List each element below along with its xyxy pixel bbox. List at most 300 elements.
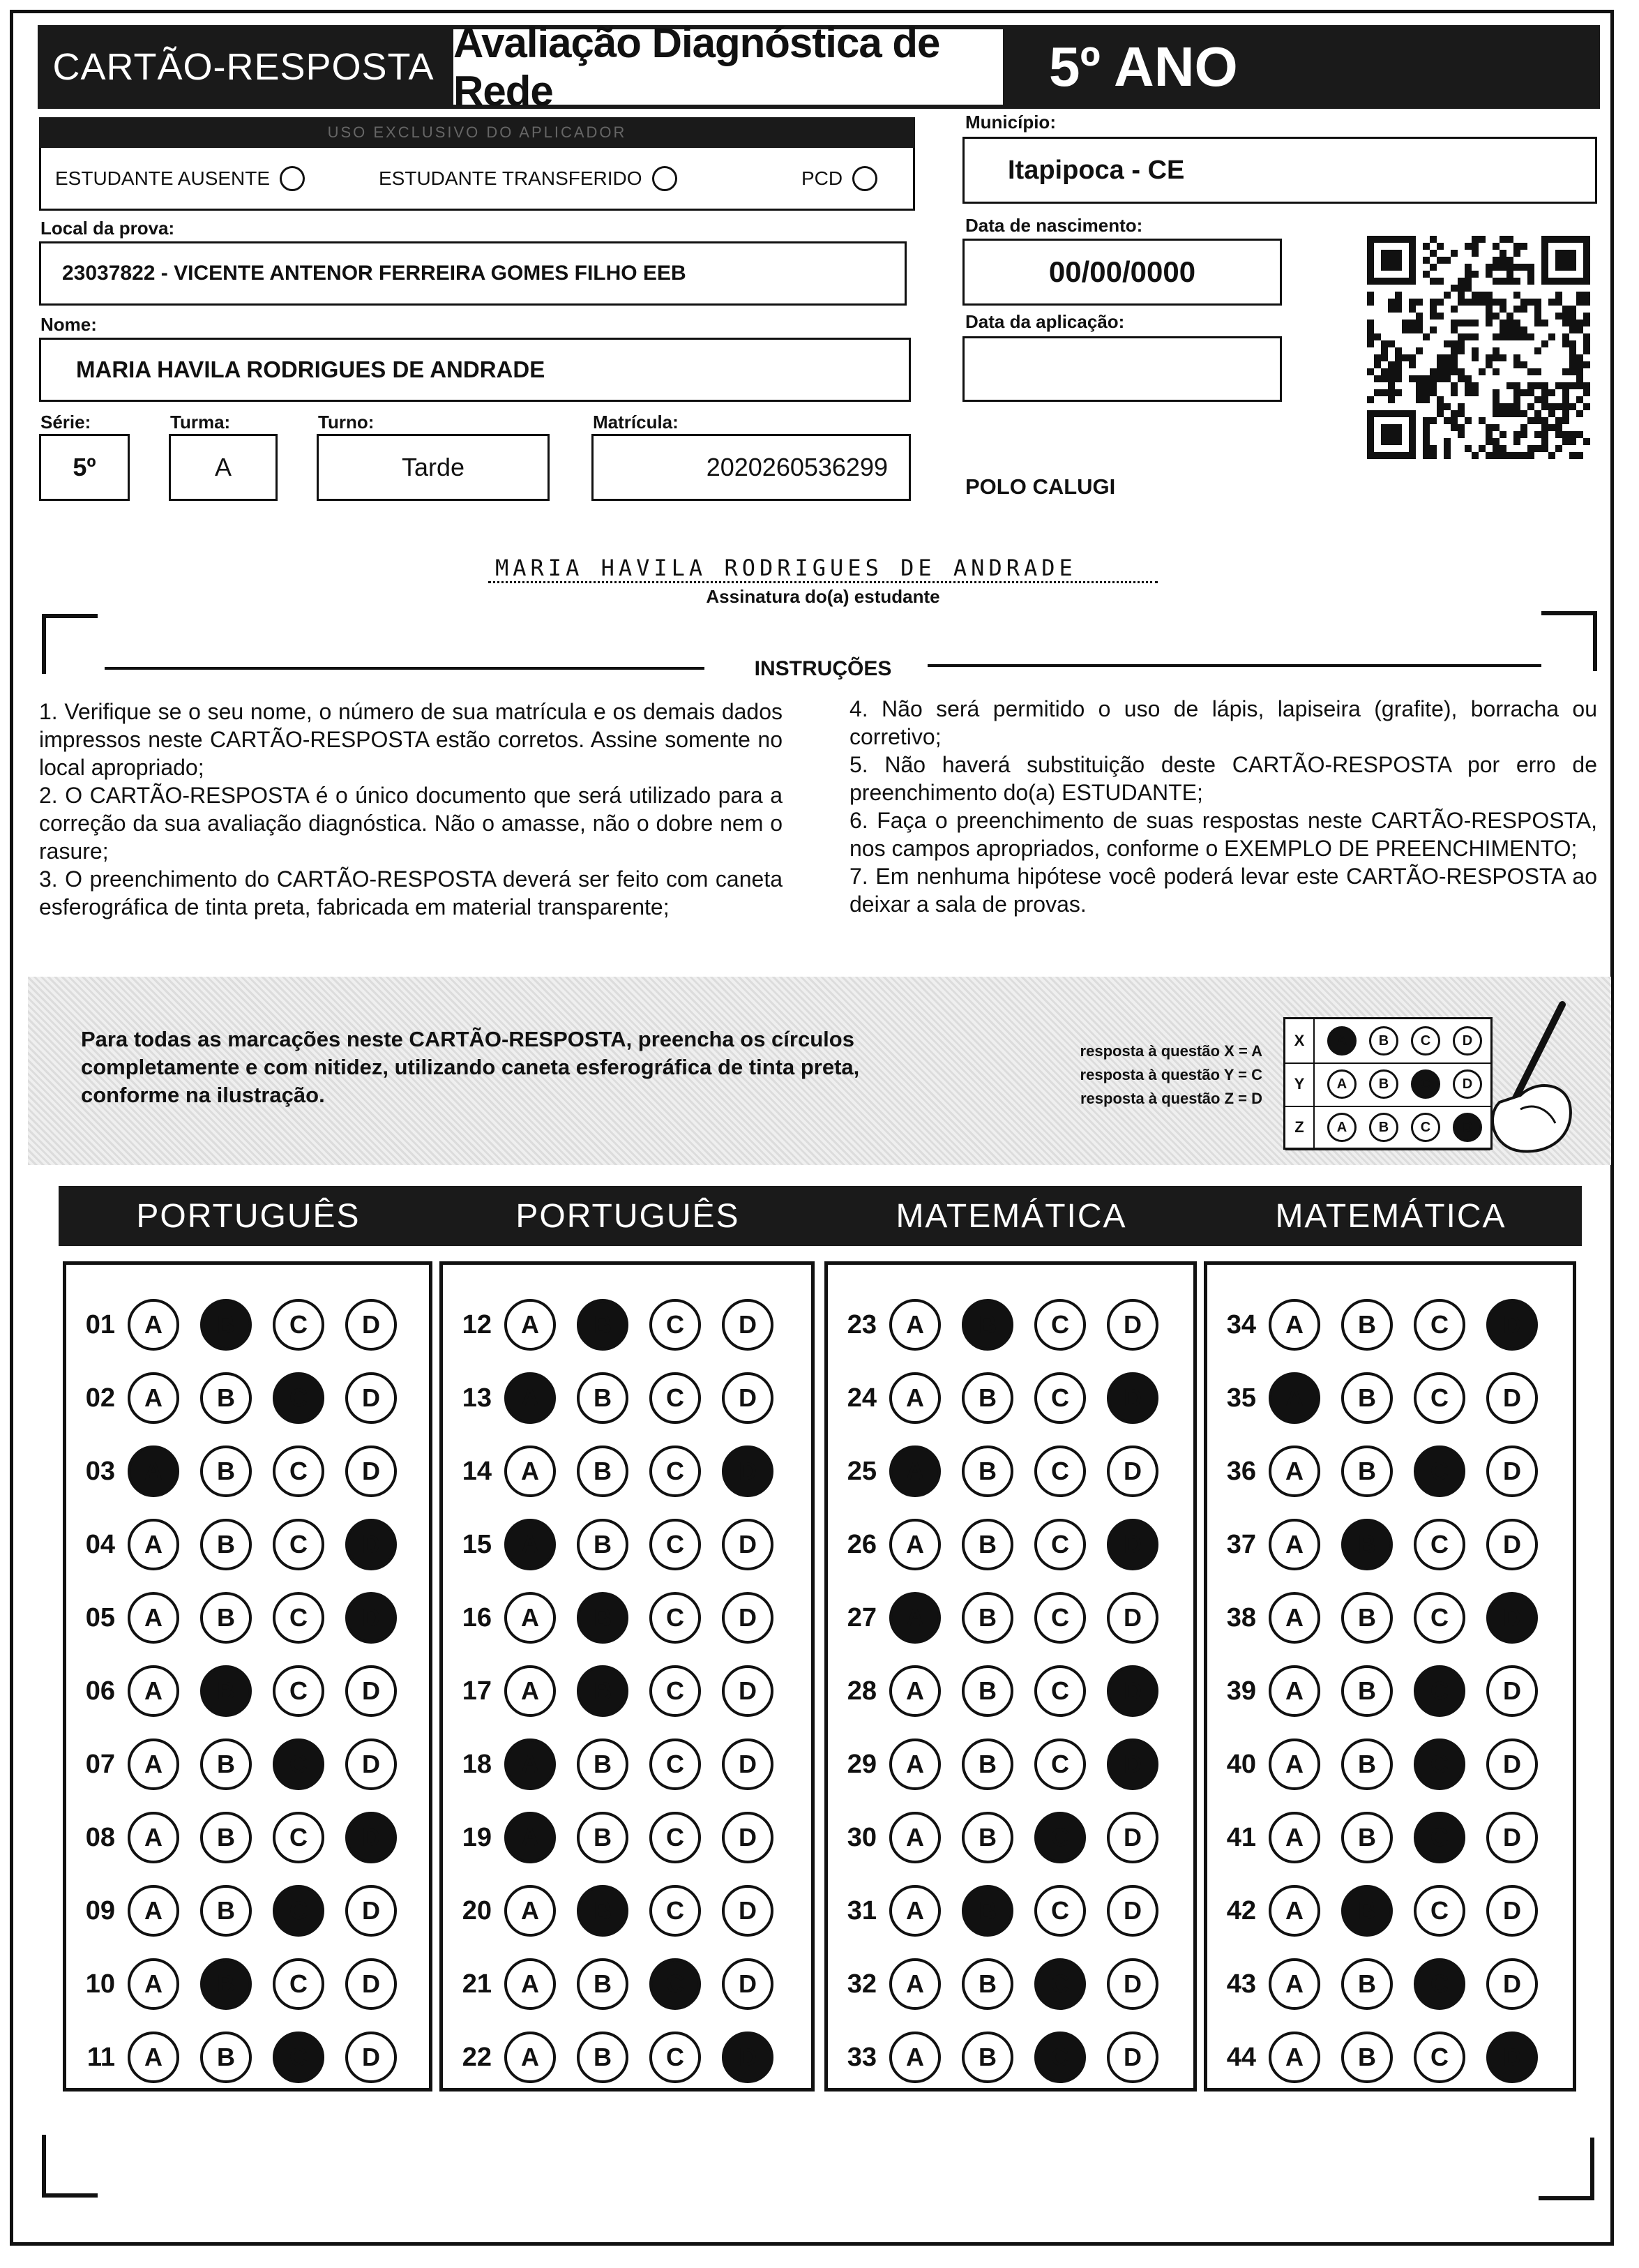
answer-bubble-c[interactable]: C: [273, 1665, 324, 1717]
answer-bubble-b[interactable]: B: [962, 1812, 1013, 1863]
instructions-rule-right: [928, 664, 1541, 667]
answer-bubble-d[interactable]: D: [1486, 1445, 1538, 1497]
answer-bubble-a[interactable]: A: [889, 1812, 941, 1863]
pcd-label: PCD: [801, 167, 843, 189]
answer-bubble-d[interactable]: D: [1107, 1738, 1158, 1790]
question-number: 10: [85, 1969, 115, 1999]
answer-bubble-b[interactable]: B: [1341, 1372, 1393, 1424]
answer-bubble-a[interactable]: A: [889, 1738, 941, 1790]
question-number: 17: [462, 1676, 492, 1706]
answer-bubble-b[interactable]: B: [962, 1519, 1013, 1570]
question-row: [66, 1879, 429, 1943]
answer-bubble-b[interactable]: B: [1341, 1812, 1393, 1863]
answer-bubble-b[interactable]: B: [577, 1885, 628, 1937]
question-number: 14: [462, 1456, 492, 1486]
answer-section: [439, 1261, 815, 2091]
answer-bubble-d[interactable]: D: [345, 1885, 397, 1937]
question-row: [443, 1586, 811, 1650]
matricula-field: 2020260536299: [591, 434, 911, 501]
answer-bubble-c[interactable]: C: [649, 1958, 701, 2010]
example-bubble-c: C: [1411, 1069, 1440, 1099]
question-number: 01: [85, 1309, 115, 1339]
answer-bubble-b[interactable]: B: [577, 1445, 628, 1497]
instruction-item: 5. Não haverá substituição deste CARTÃO-RESPOSTA por erro de preenchimento do(a) ESTUDANTE;: [849, 752, 1597, 805]
answer-bubble-c[interactable]: C: [273, 1592, 324, 1644]
answer-bubble-b[interactable]: B: [1341, 1445, 1393, 1497]
answer-bubble-b[interactable]: B: [577, 1958, 628, 2010]
answer-bubble-a[interactable]: A: [1269, 1445, 1320, 1497]
question-number: 29: [847, 1749, 877, 1779]
answer-bubble-d[interactable]: D: [1107, 1812, 1158, 1863]
answer-bubble-b[interactable]: B: [200, 1519, 252, 1570]
answer-bubble-b[interactable]: B: [577, 2032, 628, 2083]
question-row: [66, 1952, 429, 2016]
answer-bubble-d[interactable]: D: [1107, 1519, 1158, 1570]
answer-bubble-d[interactable]: D: [345, 1372, 397, 1424]
example-bubble-c: C: [1411, 1113, 1440, 1142]
answer-bubble-a[interactable]: A: [1269, 1885, 1320, 1937]
answer-bubble-a[interactable]: A: [1269, 1372, 1320, 1424]
instruction-item: 1. Verifique se o seu nome, o número de sua matrícula e os demais dados impressos neste CARTÃO-RESPOSTA estão corretos. Assine somente no local apropriado;: [39, 699, 783, 780]
answer-bubble-b[interactable]: B: [1341, 1738, 1393, 1790]
example-row-label: X: [1285, 1019, 1315, 1062]
answer-bubble-c[interactable]: C: [273, 1812, 324, 1863]
answer-bubble-c[interactable]: C: [273, 1445, 324, 1497]
example-bubble-a: A: [1327, 1069, 1357, 1099]
question-row: [66, 1366, 429, 1430]
turma-field: A: [169, 434, 278, 501]
answer-bubble-a[interactable]: A: [128, 1665, 179, 1717]
serie-field: 5º: [39, 434, 130, 501]
question-number: 16: [462, 1602, 492, 1632]
answer-bubble-c[interactable]: C: [649, 1592, 701, 1644]
answer-bubble-d[interactable]: D: [722, 1812, 773, 1863]
grade-title: 5º ANO: [1007, 25, 1600, 109]
answer-bubble-a[interactable]: A: [889, 2032, 941, 2083]
instructions-title: INSTRUÇÕES: [754, 657, 892, 680]
example-bubble-d: D: [1453, 1069, 1482, 1099]
answer-bubble-b[interactable]: B: [577, 1812, 628, 1863]
question-number: 28: [847, 1676, 877, 1706]
answer-bubble-b[interactable]: B: [962, 1738, 1013, 1790]
application-date-field[interactable]: [962, 336, 1282, 402]
answer-bubble-c[interactable]: C: [273, 1958, 324, 2010]
question-row: [66, 2025, 429, 2089]
question-row: [828, 2025, 1193, 2089]
answer-bubble-c[interactable]: C: [273, 1519, 324, 1570]
example-bubble-b: B: [1369, 1069, 1398, 1099]
answer-bubble-c[interactable]: C: [1034, 1372, 1086, 1424]
answer-bubble-d[interactable]: D: [1486, 1665, 1538, 1717]
answer-bubble-a[interactable]: A: [1269, 1812, 1320, 1863]
answer-bubble-b[interactable]: B: [962, 1885, 1013, 1937]
answer-bubble-b[interactable]: B: [577, 1665, 628, 1717]
example-bubble-b: B: [1369, 1026, 1398, 1056]
question-row: [1207, 1952, 1573, 2016]
question-number: 41: [1226, 1822, 1256, 1852]
answer-bubble-b[interactable]: B: [962, 1665, 1013, 1717]
question-row: [828, 1879, 1193, 1943]
absent-bubble[interactable]: [280, 166, 305, 191]
answer-bubble-c[interactable]: C: [1034, 1738, 1086, 1790]
question-number: 03: [85, 1456, 115, 1486]
answer-bubble-a[interactable]: A: [889, 1519, 941, 1570]
answer-bubble-d[interactable]: D: [345, 1958, 397, 2010]
question-row: [828, 1439, 1193, 1503]
section-header: PORTUGUÊS: [435, 1186, 820, 1246]
example-bubble-b: B: [1369, 1113, 1398, 1142]
answer-bubble-d[interactable]: D: [1486, 1812, 1538, 1863]
turma-label: Turma:: [170, 412, 231, 433]
question-number: 26: [847, 1529, 877, 1559]
instructions-rule-left: [105, 667, 704, 670]
question-row: [443, 1366, 811, 1430]
answer-bubble-d[interactable]: D: [1107, 1885, 1158, 1937]
answer-bubble-d[interactable]: D: [722, 1885, 773, 1937]
question-number: 06: [85, 1676, 115, 1706]
question-row: [443, 1293, 811, 1357]
answer-bubble-b[interactable]: B: [1341, 1958, 1393, 2010]
answer-bubble-b[interactable]: B: [200, 1592, 252, 1644]
answer-bubble-a[interactable]: A: [504, 1958, 556, 2010]
answer-bubble-d[interactable]: D: [1107, 1592, 1158, 1644]
answer-bubble-a[interactable]: A: [1269, 1299, 1320, 1351]
question-number: 22: [462, 2042, 492, 2072]
answer-bubble-a[interactable]: A: [889, 1885, 941, 1937]
answer-bubble-c[interactable]: C: [273, 1372, 324, 1424]
answer-bubble-b[interactable]: B: [962, 1958, 1013, 2010]
answer-bubble-c[interactable]: C: [649, 1665, 701, 1717]
answer-bubble-a[interactable]: A: [504, 1372, 556, 1424]
answer-bubble-d[interactable]: D: [1107, 2032, 1158, 2083]
answer-bubble-a[interactable]: A: [504, 1445, 556, 1497]
answer-bubble-c[interactable]: C: [649, 1445, 701, 1497]
answer-bubble-a[interactable]: A: [504, 1665, 556, 1717]
instruction-item: 3. O preenchimento do CARTÃO-RESPOSTA deverá ser feito com caneta esferográfica de tinta preta, fabricada em material transparente;: [39, 866, 783, 919]
answer-bubble-c[interactable]: C: [649, 1519, 701, 1570]
answer-bubble-b[interactable]: B: [1341, 1665, 1393, 1717]
answer-bubble-d[interactable]: D: [1486, 1885, 1538, 1937]
question-row: [828, 1805, 1193, 1870]
fill-example-text: Para todas as marcações neste CARTÃO-RESPOSTA, preencha os círculos completamente e com nitidez, utilizando caneta esferográfica de tinta preta, conforme na ilustração.: [81, 1027, 860, 1107]
example-bubble-a: A: [1327, 1113, 1357, 1142]
answer-bubble-c[interactable]: C: [649, 1738, 701, 1790]
answer-bubble-a[interactable]: A: [504, 1519, 556, 1570]
answer-bubble-a[interactable]: A: [504, 1299, 556, 1351]
answer-bubble-b[interactable]: B: [577, 1738, 628, 1790]
question-row: [443, 1512, 811, 1577]
answer-bubble-c[interactable]: C: [1414, 2032, 1465, 2083]
question-number: 36: [1226, 1456, 1256, 1486]
answer-bubble-b[interactable]: B: [200, 1812, 252, 1863]
answer-bubble-c[interactable]: C: [273, 1299, 324, 1351]
question-number: 40: [1226, 1749, 1256, 1779]
question-row: [443, 1732, 811, 1796]
answer-bubble-d[interactable]: D: [1486, 1372, 1538, 1424]
answer-bubble-c[interactable]: C: [1034, 1299, 1086, 1351]
applicator-flags: [39, 148, 915, 211]
answer-bubble-c[interactable]: C: [1034, 1958, 1086, 2010]
answer-bubble-c[interactable]: C: [1414, 1592, 1465, 1644]
answer-bubble-b[interactable]: B: [577, 1372, 628, 1424]
question-number: 18: [462, 1749, 492, 1779]
answer-bubble-b[interactable]: B: [577, 1519, 628, 1570]
name-field: MARIA HAVILA RODRIGUES DE ANDRADE: [39, 338, 911, 402]
answer-bubble-d[interactable]: D: [1107, 1372, 1158, 1424]
answer-bubble-c[interactable]: C: [649, 1372, 701, 1424]
question-number: 37: [1226, 1529, 1256, 1559]
application-date-label: Data da aplicação:: [965, 311, 1125, 332]
answer-bubble-d[interactable]: D: [722, 1372, 773, 1424]
example-bubble-d: D: [1453, 1026, 1482, 1056]
question-row: [66, 1732, 429, 1796]
question-row: [828, 1952, 1193, 2016]
answer-bubble-c[interactable]: C: [1034, 1592, 1086, 1644]
answer-bubble-b[interactable]: B: [962, 1299, 1013, 1351]
answer-bubble-a[interactable]: A: [128, 1885, 179, 1937]
answer-bubble-d[interactable]: D: [1107, 1299, 1158, 1351]
answer-bubble-a[interactable]: A: [128, 1812, 179, 1863]
answer-bubble-b[interactable]: B: [200, 1958, 252, 2010]
answer-bubble-c[interactable]: C: [649, 1299, 701, 1351]
answer-bubble-b[interactable]: B: [577, 1592, 628, 1644]
answer-bubble-d[interactable]: D: [1107, 1665, 1158, 1717]
question-number: 43: [1226, 1969, 1256, 1999]
transferred-flag[interactable]: [379, 166, 677, 191]
answer-bubble-c[interactable]: C: [1034, 1812, 1086, 1863]
answer-bubble-a[interactable]: A: [1269, 1519, 1320, 1570]
answer-bubble-c[interactable]: C: [1414, 1519, 1465, 1570]
answer-bubble-c[interactable]: C: [1034, 1519, 1086, 1570]
signature-line: MARIA HAVILA RODRIGUES DE ANDRADE: [488, 544, 1158, 583]
instruction-item: 7. Em nenhuma hipótese você poderá levar este CARTÃO-RESPOSTA ao deixar a sala de provas.: [849, 864, 1597, 917]
serie-label: Série:: [40, 412, 91, 433]
answer-bubble-c[interactable]: C: [649, 2032, 701, 2083]
section-header: MATEMÁTICA: [1200, 1186, 1582, 1246]
question-number: 11: [86, 2042, 115, 2072]
answer-bubble-d[interactable]: D: [345, 1812, 397, 1863]
answer-bubble-c[interactable]: C: [1414, 1812, 1465, 1863]
question-number: 39: [1226, 1676, 1256, 1706]
example-bubble-d: D: [1453, 1113, 1482, 1142]
answer-bubble-a[interactable]: A: [128, 1299, 179, 1351]
legend-line: resposta à questão Z = D: [1080, 1090, 1262, 1107]
question-row: [828, 1732, 1193, 1796]
answer-bubble-b[interactable]: B: [962, 1592, 1013, 1644]
answer-bubble-b[interactable]: B: [962, 1445, 1013, 1497]
answer-bubble-a[interactable]: A: [889, 1445, 941, 1497]
question-row: [66, 1659, 429, 1723]
answer-bubble-b[interactable]: B: [200, 2032, 252, 2083]
answer-bubble-a[interactable]: A: [128, 1738, 179, 1790]
question-number: 12: [462, 1309, 492, 1339]
qr-code: [1367, 236, 1590, 459]
answer-bubble-d[interactable]: D: [1486, 1738, 1538, 1790]
question-number: 35: [1226, 1383, 1256, 1413]
question-row: [828, 1512, 1193, 1577]
answer-bubble-a[interactable]: A: [128, 1592, 179, 1644]
answer-bubble-d[interactable]: D: [345, 1738, 397, 1790]
answer-bubble-d[interactable]: D: [1107, 1958, 1158, 2010]
question-row: [66, 1805, 429, 1870]
answer-bubble-c[interactable]: C: [1414, 1372, 1465, 1424]
answer-bubble-c[interactable]: C: [649, 1812, 701, 1863]
answer-bubble-d[interactable]: D: [1486, 2032, 1538, 2083]
answer-bubble-c[interactable]: C: [1414, 1299, 1465, 1351]
answer-bubble-c[interactable]: C: [1034, 1885, 1086, 1937]
answer-bubble-b[interactable]: B: [200, 1299, 252, 1351]
question-row: [66, 1512, 429, 1577]
question-number: 15: [462, 1529, 492, 1559]
answer-bubble-b[interactable]: B: [200, 1885, 252, 1937]
answer-bubble-c[interactable]: C: [273, 1885, 324, 1937]
answer-bubble-a[interactable]: A: [889, 1958, 941, 2010]
answer-bubble-c[interactable]: C: [1034, 1665, 1086, 1717]
question-row: [1207, 1805, 1573, 1870]
question-number: 32: [847, 1969, 877, 1999]
answer-bubble-b[interactable]: B: [577, 1299, 628, 1351]
example-row-label: Y: [1285, 1062, 1315, 1106]
answer-bubble-d[interactable]: D: [345, 1665, 397, 1717]
answer-bubble-c[interactable]: C: [1414, 1885, 1465, 1937]
section-header: PORTUGUÊS: [59, 1186, 438, 1246]
answer-bubble-d[interactable]: D: [722, 2032, 773, 2083]
answer-bubble-a[interactable]: A: [889, 1592, 941, 1644]
question-row: [66, 1586, 429, 1650]
legend-line: resposta à questão X = A: [1080, 1042, 1262, 1060]
question-number: 02: [85, 1383, 115, 1413]
answer-bubble-b[interactable]: B: [200, 1738, 252, 1790]
answer-bubble-a[interactable]: A: [128, 1445, 179, 1497]
question-number: 13: [462, 1383, 492, 1413]
answer-bubble-a[interactable]: A: [504, 1885, 556, 1937]
answer-bubble-c[interactable]: C: [1034, 2032, 1086, 2083]
answer-bubble-b[interactable]: B: [962, 1372, 1013, 1424]
question-row: [828, 1366, 1193, 1430]
answer-bubble-a[interactable]: A: [128, 1958, 179, 2010]
question-row: [66, 1293, 429, 1357]
answer-bubble-d[interactable]: D: [345, 1445, 397, 1497]
answer-bubble-b[interactable]: B: [200, 1372, 252, 1424]
answer-bubble-b[interactable]: B: [1341, 2032, 1393, 2083]
answer-bubble-d[interactable]: D: [722, 1445, 773, 1497]
answer-bubble-d[interactable]: D: [1486, 1519, 1538, 1570]
answer-bubble-c[interactable]: C: [1034, 1445, 1086, 1497]
answer-bubble-a[interactable]: A: [1269, 2032, 1320, 2083]
answer-bubble-a[interactable]: A: [504, 2032, 556, 2083]
pcd-flag[interactable]: [801, 166, 877, 191]
answer-bubble-c[interactable]: C: [273, 2032, 324, 2083]
answer-bubble-d[interactable]: D: [345, 1592, 397, 1644]
question-row: [1207, 1293, 1573, 1357]
answer-bubble-c[interactable]: C: [1414, 1738, 1465, 1790]
answer-bubble-a[interactable]: A: [1269, 1665, 1320, 1717]
answer-bubble-b[interactable]: B: [1341, 1519, 1393, 1570]
answer-bubble-a[interactable]: A: [1269, 1958, 1320, 2010]
answer-bubble-d[interactable]: D: [1486, 1592, 1538, 1644]
instruction-item: 2. O CARTÃO-RESPOSTA é o único documento que será utilizado para a correção da sua avaliação diagnóstica. Não o amasse, não o dobre nem o rasure;: [39, 783, 783, 864]
question-number: 08: [85, 1822, 115, 1852]
absent-flag[interactable]: [55, 166, 305, 191]
question-number: 34: [1226, 1309, 1256, 1339]
question-number: 38: [1226, 1602, 1256, 1632]
answer-bubble-c[interactable]: C: [1414, 1958, 1465, 2010]
answer-bubble-b[interactable]: B: [1341, 1299, 1393, 1351]
card-title: CARTÃO-RESPOSTA: [38, 25, 449, 109]
corner-mark-bottom-left: [42, 2135, 98, 2198]
question-row: [1207, 1732, 1573, 1796]
answer-bubble-d[interactable]: D: [722, 1665, 773, 1717]
answer-bubble-a[interactable]: A: [1269, 1738, 1320, 1790]
answer-bubble-b[interactable]: B: [1341, 1592, 1393, 1644]
answer-bubble-d[interactable]: D: [1107, 1445, 1158, 1497]
pcd-bubble[interactable]: [852, 166, 877, 191]
evaluation-title: Avaliação Diagnóstica de Rede: [449, 25, 1007, 109]
answer-bubble-d[interactable]: D: [345, 1519, 397, 1570]
answer-bubble-a[interactable]: A: [128, 1372, 179, 1424]
answer-bubble-a[interactable]: A: [128, 1519, 179, 1570]
name-label: Nome:: [40, 314, 97, 335]
question-row: [1207, 1879, 1573, 1943]
question-row: [443, 1439, 811, 1503]
answer-bubble-a[interactable]: A: [889, 1299, 941, 1351]
question-row: [443, 1952, 811, 2016]
question-row: [828, 1659, 1193, 1723]
answer-bubble-b[interactable]: B: [962, 2032, 1013, 2083]
answer-bubble-d[interactable]: D: [345, 1299, 397, 1351]
answer-bubble-a[interactable]: A: [504, 1592, 556, 1644]
answer-bubble-d[interactable]: D: [722, 1738, 773, 1790]
answer-bubble-d[interactable]: D: [722, 1592, 773, 1644]
question-row: [66, 1439, 429, 1503]
answer-bubble-b[interactable]: B: [200, 1445, 252, 1497]
question-row: [1207, 1439, 1573, 1503]
matricula-label: Matrícula:: [593, 412, 679, 433]
turno-field: Tarde: [317, 434, 550, 501]
answer-bubble-a[interactable]: A: [504, 1812, 556, 1863]
birth-label: Data de nascimento:: [965, 215, 1143, 236]
answer-bubble-a[interactable]: A: [889, 1665, 941, 1717]
answer-bubble-d[interactable]: D: [1486, 1299, 1538, 1351]
answer-bubble-b[interactable]: B: [1341, 1885, 1393, 1937]
question-number: 05: [85, 1602, 115, 1632]
answer-bubble-d[interactable]: D: [1486, 1958, 1538, 2010]
pen-hand-icon: [1479, 998, 1583, 1158]
answer-bubble-d[interactable]: D: [345, 2032, 397, 2083]
answer-bubble-c[interactable]: C: [273, 1738, 324, 1790]
answer-bubble-a[interactable]: A: [504, 1738, 556, 1790]
answer-bubble-c[interactable]: C: [1414, 1665, 1465, 1717]
example-row-label: Z: [1285, 1106, 1315, 1149]
example-bubble-c: C: [1411, 1026, 1440, 1056]
instruction-item: 6. Faça o preenchimento de suas respostas neste CARTÃO-RESPOSTA, nos campos apropriados, conforme o EXEMPLO DE PREENCHIMENTO;: [849, 808, 1597, 861]
answer-bubble-a[interactable]: A: [1269, 1592, 1320, 1644]
transferred-bubble[interactable]: [652, 166, 677, 191]
answer-bubble-d[interactable]: D: [722, 1299, 773, 1351]
answer-bubble-c[interactable]: C: [1414, 1445, 1465, 1497]
answer-bubble-d[interactable]: D: [722, 1519, 773, 1570]
question-row: [1207, 1512, 1573, 1577]
instructions-left-column: [39, 698, 783, 921]
answer-bubble-a[interactable]: A: [889, 1372, 941, 1424]
answer-bubble-d[interactable]: D: [722, 1958, 773, 2010]
answer-bubble-c[interactable]: C: [649, 1885, 701, 1937]
answer-bubble-b[interactable]: B: [200, 1665, 252, 1717]
question-number: 25: [847, 1456, 877, 1486]
answer-bubble-a[interactable]: A: [128, 2032, 179, 2083]
question-number: 07: [85, 1749, 115, 1779]
question-row: [443, 2025, 811, 2089]
